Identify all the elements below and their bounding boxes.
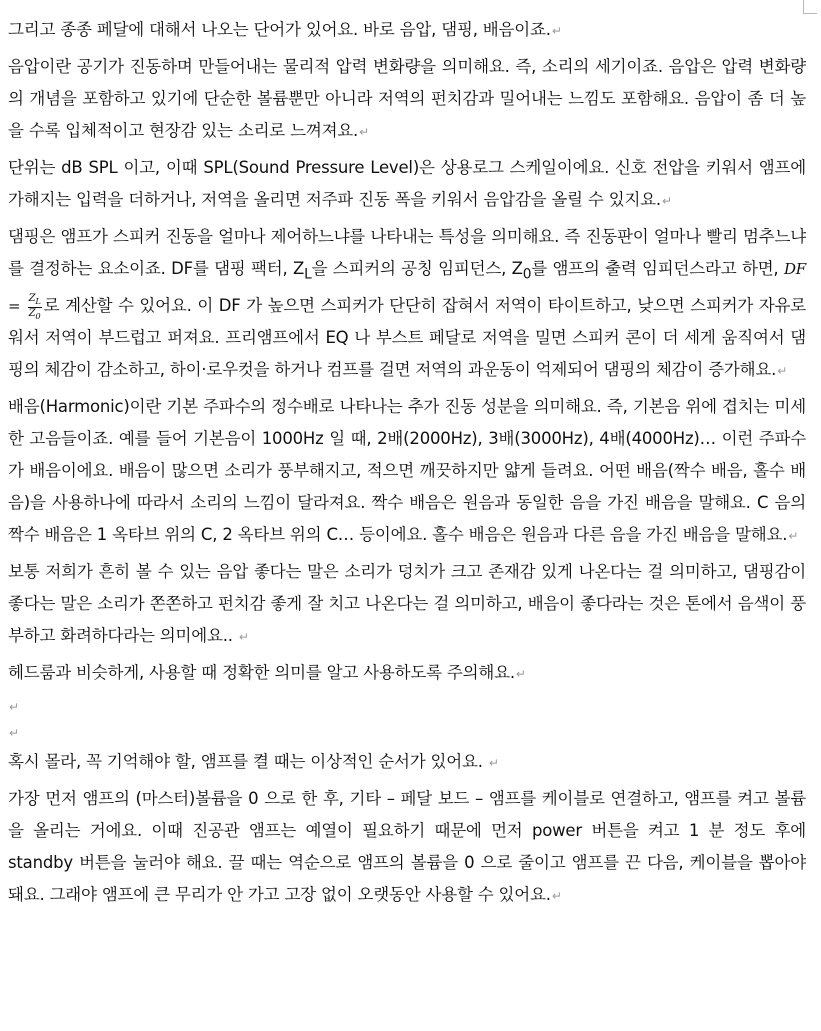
document-body[interactable] xyxy=(8,14,806,916)
paragraph-text: 헤드룸과 비슷하게, 사용할 때 정확한 의미를 알고 사용하도록 주의해요. xyxy=(8,663,515,683)
paragraph-mark-icon: ↵ xyxy=(359,125,369,139)
paragraph-text: 단위는 dB SPL 이고, 이때 SPL(Sound Pressure Level)은 상용로그 스케일이에요. 신호 전압을 키워서 앰프에 가해지는 입력을 더하거나, 저역을 올리면 저주파 진동 폭을 키워서 음압감을 올릴 수 있지요. xyxy=(8,158,806,209)
paragraph-damping xyxy=(8,221,806,387)
empty-paragraph xyxy=(8,694,806,718)
paragraph-text: 를 앰프의 출력 임피던스라고 하면, xyxy=(531,259,784,278)
paragraph-text: 보통 저희가 흔히 볼 수 있는 음압 좋다는 말은 소리가 덩치가 크고 존재감 있게 나온다는 걸 의미하고, 댐핑감이 좋다는 말은 소리가 쫀쫀하고 펀치감 좋게 잘 치고 나온다는 걸 의미하고, 배음이 좋다라는 것은 톤에서 음색이 풍부하고 화려하다라는 의미에요.. xyxy=(8,562,806,646)
fraction-denominator xyxy=(28,308,42,322)
paragraph-text: 그리고 종종 페달에 대해서 나오는 단어가 있어요. 바로 음압, 댐핑, 배음이죠. xyxy=(8,20,551,39)
paragraph-text: 배음(Harmonic)이란 기본 주파수의 정수배로 나타나는 추가 진동 성분을 의미해요. 즉, 기본음 위에 겹치는 미세한 고음들이죠. 예를 들어 기본음이 1000Hz 일 때, 2배(2000Hz), 3배(3000Hz), 4배(4000Hz)… 이런 주파수가 배음이에요. 배음이 많으면 소리가 풍부해지고, 적으면 깨끗하지만 얇게 들려요. 어떤 배음(짝수 배음, 홀수 배음)을 사용하나에 따라서 소리의 느낌이 달라져요. 짝수 배음은 원음과 동일한 음을 가진 배음을 말해요. C 음의 짝수 배음은 1 옥타브 위의 C, 2 옥타브 위의 C… 등이에요. 홀수 배음은 원음과 다른 음을 가진 배음을 말해요. xyxy=(8,397,806,545)
paragraph xyxy=(8,152,806,217)
paragraph xyxy=(8,14,806,47)
paragraph-text: 댐핑은 앰프가 스피커 진동을 얼마나 제어하느냐를 나타내는 특성을 의미해요. 즉 진동판이 얼마나 빨리 멈추느냐를 결정하는 요소이죠. DF를 댐핑 팩터, Z xyxy=(8,227,806,278)
paragraph xyxy=(8,51,806,148)
formula-equals: = xyxy=(8,297,26,316)
paragraph-mark-icon: ↵ xyxy=(9,700,19,715)
fraction-numerator xyxy=(28,293,42,308)
denominator-sub: 0 xyxy=(35,310,41,321)
paragraph xyxy=(8,556,806,653)
paragraph-mark-icon: ↵ xyxy=(777,364,788,379)
paragraph-mark-icon: ↵ xyxy=(551,24,562,38)
empty-paragraph xyxy=(8,720,806,744)
paragraph-mark-icon: ↵ xyxy=(661,194,672,208)
formula-fraction xyxy=(28,293,42,322)
paragraph-text: 혹시 몰라, 꼭 기억해야 할, 앰프를 켤 때는 이상적인 순서가 있어요. xyxy=(8,752,483,772)
numerator-z: Z xyxy=(28,292,36,304)
paragraph xyxy=(8,657,806,690)
paragraph xyxy=(8,746,806,779)
paragraph xyxy=(8,783,806,912)
formula-df: DF xyxy=(783,260,806,278)
paragraph-text: 로 계산할 수 있어요. 이 DF 가 높으면 스피커가 단단히 잡혀서 저역이 타이트하고, 낮으면 스피커가 자유로워서 저역이 부드럽고 퍼져요. 프리앰프에서 EQ 나 부스트 페달로 저역을 밀면 스피커 콘이 더 세게 움직여서 댐핑의 체감이 감소하고, 하이·로우컷을 하거나 컴프를 걸면 저역의 과운동이 억제되어 댐핑의 체감이 증가해요. xyxy=(8,296,807,380)
paragraph-text: 가장 먼저 앰프의 (마스터)볼륨을 0 으로 한 후, 기타 – 페달 보드 – 앰프를 케이블로 연결하고, 앰프를 켜고 볼륨을 올리는 거에요. 이때 진공관 앰프는 예열이 필요하기 때문에 먼저 power 버튼을 켜고 1 분 정도 후에 standby 버튼을 눌러야 해요. 끌 때는 역순으로 앰프의 볼륨을 0 으로 줄이고 앰프를 끈 다음, 케이블을 뽑아야 돼요. 그래야 앰프에 큰 무리가 안 가고 고장 없이 오랫동안 사용할 수 있어요. xyxy=(8,789,806,905)
paragraph-text: 을 스피커의 공칭 임피던스, Z xyxy=(311,259,523,278)
denominator-z: Z xyxy=(28,307,36,319)
paragraph xyxy=(8,391,806,552)
subscript: L xyxy=(304,266,312,283)
page-corner-marker xyxy=(803,0,817,14)
paragraph-text: 음압이란 공기가 진동하며 만들어내는 물리적 압력 변화량을 의미해요. 즉, 소리의 세기이죠. 음압은 압력 변화량의 개념을 포함하고 있기에 단순한 볼륨뿐만 아니라 저역의 펀치감과 밀어내는 느낌도 포함해요. 음압이 좀 더 높을 수록 입체적이고 현장감 있는 소리로 느껴져요. xyxy=(8,57,806,140)
numerator-sub: L xyxy=(35,295,41,306)
subscript: 0 xyxy=(522,266,532,283)
paragraph-mark-icon: ↵ xyxy=(788,529,799,544)
paragraph-mark-icon: ↵ xyxy=(238,630,249,645)
paragraph-mark-icon: ↵ xyxy=(515,667,526,682)
paragraph-mark-icon: ↵ xyxy=(488,756,499,771)
paragraph-mark-icon: ↵ xyxy=(9,726,19,741)
paragraph-mark-icon: ↵ xyxy=(551,889,562,904)
